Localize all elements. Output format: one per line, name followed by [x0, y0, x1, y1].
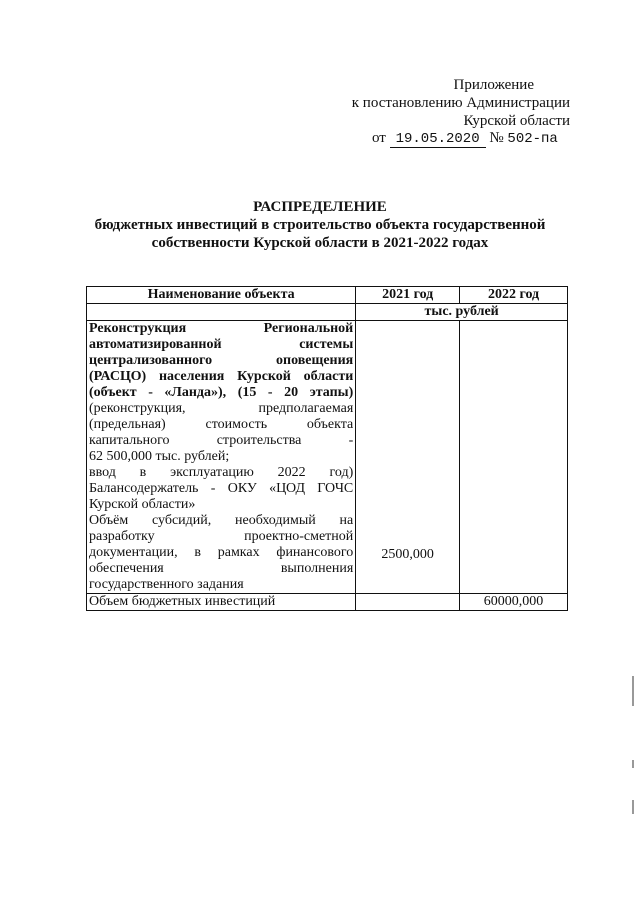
object-detail-line: (предельная) стоимость объекта — [89, 417, 354, 432]
appendix-title: Приложение — [453, 77, 534, 93]
units-empty-cell — [87, 304, 356, 321]
header-2022: 2022 год — [460, 287, 568, 304]
object-detail-line: государственного задания — [89, 577, 244, 592]
decree-from-label: от — [372, 130, 386, 146]
object-description — [87, 321, 356, 594]
object-title-line: (объект - «Ланда»), (15 - 20 этапы) — [89, 385, 354, 400]
object-detail-line: Балансодержатель - ОКУ «ЦОД ГОЧС — [89, 481, 354, 496]
investment-label: Объем бюджетных инвестиций — [87, 594, 356, 611]
object-title-line: Реконструкция Региональной — [89, 321, 354, 336]
object-detail-line: 62 500,000 тыс. рублей; — [89, 449, 230, 464]
scan-edge-mark — [632, 760, 634, 768]
object-title-line: централизованного оповещения — [89, 353, 354, 368]
units-label: тыс. рублей — [356, 304, 568, 321]
document-subtitle-1: бюджетных инвестиций в строительство объекта государственной — [94, 217, 546, 233]
scan-edge-mark — [632, 800, 634, 814]
object-detail-line: Курской области» — [89, 497, 196, 512]
appendix-ref: к постановлению Администрации — [351, 95, 570, 111]
object-detail-line: разработку проектно-сметной — [89, 529, 354, 544]
table-units-row — [87, 304, 568, 321]
header-object-name: Наименование объекта — [87, 287, 356, 304]
document-subtitle-2: собственности Курской области в 2021-2022 годах — [151, 235, 489, 251]
appendix-region: Курской области — [463, 113, 570, 129]
document-title: РАСПРЕДЕЛЕНИЕ — [253, 199, 387, 215]
investment-2022-value: 60000,000 — [460, 594, 568, 611]
investment-2021-cell — [356, 594, 460, 611]
object-detail-line: Объём субсидий, необходимый на — [89, 513, 354, 528]
object-detail-line: капитального строительства - — [89, 433, 354, 448]
subsidy-2021-value: 2500,000 — [381, 547, 434, 562]
object-detail-line: ввод в эксплуатацию 2022 год) — [89, 465, 354, 480]
decree-number: 502-па — [507, 131, 558, 147]
decree-line — [372, 130, 558, 148]
object-detail-line: (реконструкция, предполагаемая — [89, 401, 354, 416]
object-title-line: (РАСЦО) населения Курской области — [89, 369, 354, 384]
table-header-row — [87, 287, 568, 304]
decree-date: 19.05.2020 — [390, 132, 486, 148]
table-row-object — [87, 321, 568, 594]
document-heading — [60, 198, 580, 252]
decree-number-label: № — [489, 130, 504, 146]
investment-table — [86, 286, 568, 611]
scan-edge-mark — [632, 676, 634, 706]
appendix-block — [330, 76, 570, 130]
subsidy-2021-cell — [356, 321, 460, 594]
object-detail-line: документации, в рамках финансового — [89, 545, 354, 560]
table-row-investment — [87, 594, 568, 611]
object-title-line: автоматизированной системы — [89, 337, 354, 352]
object-2022-cell — [460, 321, 568, 594]
object-detail-line: обеспечения выполнения — [89, 561, 354, 576]
header-2021: 2021 год — [356, 287, 460, 304]
